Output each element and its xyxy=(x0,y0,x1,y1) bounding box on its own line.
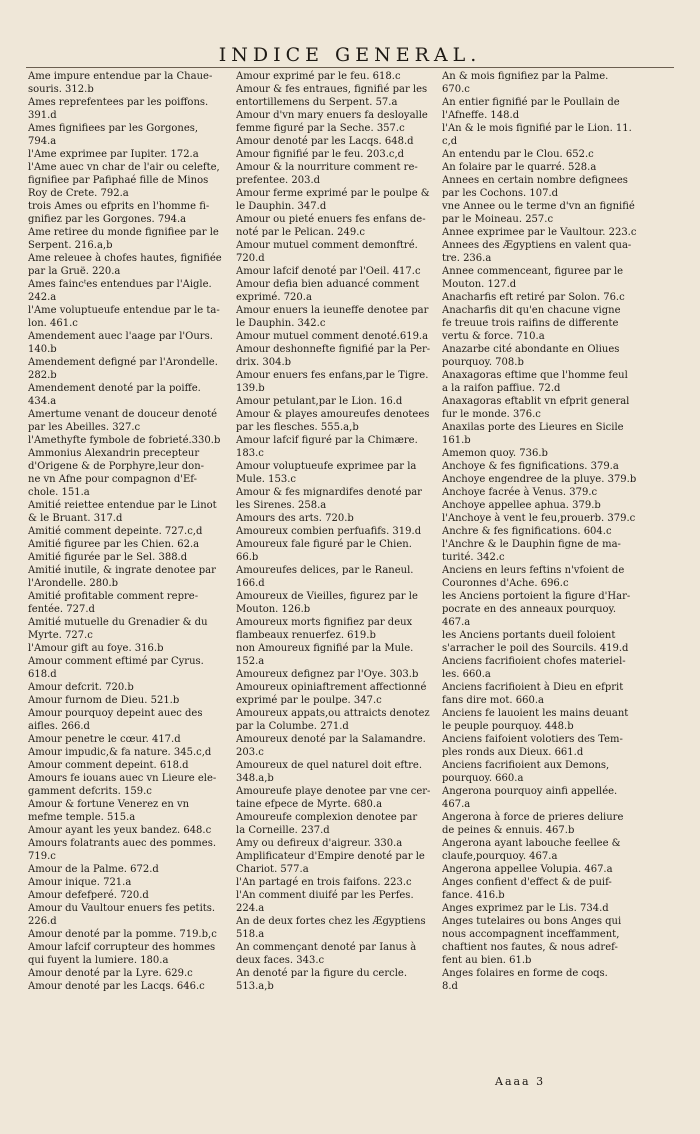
index-line: Amoureux de Vieilles, figurez par le xyxy=(236,591,418,602)
index-line: 670.c xyxy=(442,84,470,95)
index-line: aifles. 266.d xyxy=(28,721,90,732)
index-line: Amendement defigné par l'Arondelle. xyxy=(28,357,218,368)
index-line: 467.a xyxy=(442,799,471,810)
index-line: Ames reprefentees par les poiffons. xyxy=(28,97,209,108)
index-line: Anchre & fes fignifications. 604.c xyxy=(442,526,612,537)
index-line: Anaxagoras eftime que l'homme feul xyxy=(442,370,628,381)
index-line: c,d xyxy=(442,136,458,147)
index-line: Amours fe iouans auec vn Lieure ele- xyxy=(28,773,217,784)
index-line: 513.a,b xyxy=(236,981,274,992)
index-line: Amour penetre le cœur. 417.d xyxy=(28,734,181,745)
index-line: Ame impure entendue par la Chaue- xyxy=(28,71,213,82)
index-line: Amours folatrants auec des pommes. xyxy=(28,838,217,849)
index-line: ne vn Afne pour compagnon d'Ef- xyxy=(28,474,198,485)
index-line: Amitié profitable comment repre- xyxy=(28,591,199,602)
index-line: Anges folaires en forme de coqs. xyxy=(442,968,608,979)
index-line: Amour & fortune Venerez en vn xyxy=(28,799,190,810)
index-line: Amoureux combien perfuafifs. 319.d xyxy=(236,526,422,537)
index-line: Amoureufe playe denotee par vne cer- xyxy=(236,786,431,797)
index-line: Ame releuee à chofes hautes, fignifiée xyxy=(28,253,222,264)
index-line: Anges confient d'effect & de puif- xyxy=(442,877,612,888)
index-line: Amour voluptueufe exprimee par la xyxy=(236,461,417,472)
index-line: Amour petulant,par le Lion. 16.d xyxy=(236,396,403,407)
index-line: fignifiee par Pafiphaé fille de Minos xyxy=(28,175,209,186)
index-line: 161.b xyxy=(442,435,471,446)
index-line: drix. 304.b xyxy=(236,357,292,368)
index-line: Amoureux fale figuré par le Chien. xyxy=(236,539,412,550)
index-line: entortillemens du Serpent. 57.a xyxy=(236,97,398,108)
index-line: Anaxilas porte des Lieures en Sicile xyxy=(442,422,624,433)
index-line: Anazarbe cité abondante en Oliues xyxy=(442,344,620,355)
index-line: Amours des arts. 720.b xyxy=(236,513,354,524)
index-line: deux faces. 343.c xyxy=(236,955,325,966)
index-line: chaftient nos fautes, & nous adref- xyxy=(442,942,618,953)
index-line: le Dauphin. 342.c xyxy=(236,318,326,329)
index-line: Amendement denoté par la poiffe. xyxy=(28,383,201,394)
index-line: de peines & ennuis. 467.b xyxy=(442,825,575,836)
index-line: Amour denoté par la Lyre. 629.c xyxy=(28,968,193,979)
index-column-middle xyxy=(236,70,441,993)
index-line: 467.a xyxy=(442,617,471,628)
index-line: Angerona pourquoy ainfi appellée. xyxy=(442,786,618,797)
index-line: Annee exprimee par le Vaultour. 223.c xyxy=(442,227,637,238)
index-line: fance. 416.b xyxy=(442,890,505,901)
index-line: la Corneille. 237.d xyxy=(236,825,330,836)
index-line: 166.d xyxy=(236,578,265,589)
index-line: l'Amour gift au foye. 316.b xyxy=(28,643,164,654)
index-line: l'Anchre & le Dauphin figne de ma- xyxy=(442,539,621,550)
index-line: 618.d xyxy=(28,669,57,680)
index-line: Anacharfis eft retiré par Solon. 76.c xyxy=(442,292,625,303)
index-line: Amour denoté par la pomme. 719.b,c xyxy=(28,929,217,940)
index-line: l'Amethyfte fymbole de fobrieté.330.b xyxy=(28,435,221,446)
index-line: Annees en certain nombre defignees xyxy=(442,175,628,186)
index-line: Amy ou defireux d'aigreur. 330.a xyxy=(236,838,403,849)
index-line: Anchoye engendree de la pluye. 379.b xyxy=(442,474,637,485)
index-line: pourquoy. 660.a xyxy=(442,773,524,784)
index-line: Amour lafcif denoté par l'Oeil. 417.c xyxy=(236,266,421,277)
page-title: INDICE GENERAL. xyxy=(218,44,482,66)
index-line: Amour denoté par les Lacqs. 646.c xyxy=(28,981,205,992)
index-line: prefentee. 203.d xyxy=(236,175,321,186)
index-line: pocrate en des anneaux pourquoy. xyxy=(442,604,617,615)
index-line: Amour & la nourriture comment re- xyxy=(236,162,418,173)
index-line: Amour & playes amoureufes denotees xyxy=(236,409,430,420)
index-line: Myrte. 727.c xyxy=(28,630,93,641)
signature-mark: Aaaa 3 xyxy=(495,1075,546,1088)
index-line: qui fuyent la lumiere. 180.a xyxy=(28,955,169,966)
index-line: 226.d xyxy=(28,916,57,927)
index-line: Mouton. 126.b xyxy=(236,604,311,615)
index-line: Amour ferme exprimé par le poulpe & xyxy=(236,188,430,199)
index-line: Amoureufes delices, par le Raneul. xyxy=(236,565,414,576)
index-line: l'An & le mois fignifié par le Lion. 11. xyxy=(442,123,632,134)
index-line: fentée. 727.d xyxy=(28,604,95,615)
index-line: Amour enuers fes enfans,par le Tigre. xyxy=(236,370,429,381)
index-line: l'Ame exprimee par Iupiter. 172.a xyxy=(28,149,199,160)
index-line: souris. 312.b xyxy=(28,84,94,95)
index-line: Amour deshonnefte fignifié par la Per- xyxy=(236,344,431,355)
index-line: Amour mutuel comment denoté.619.a xyxy=(236,331,429,342)
index-line: exprimé par le poulpe. 347.c xyxy=(236,695,382,706)
index-line: 348.a,b xyxy=(236,773,274,784)
index-line: Anciens faifoient volotiers des Tem- xyxy=(442,734,623,745)
index-line: turité. 342.c xyxy=(442,552,505,563)
index-line: An & mois fignifiez par la Palme. xyxy=(442,71,609,82)
index-line: 139.b xyxy=(236,383,265,394)
index-line: Amour lafcif corrupteur des hommes xyxy=(28,942,216,953)
index-line: tre. 236.a xyxy=(442,253,492,264)
index-column-right xyxy=(442,70,647,993)
index-line: nous accompagnent inceffamment, xyxy=(442,929,620,940)
index-line: Amour du Vaultour enuers fes petits. xyxy=(28,903,216,914)
index-line: les Sirenes. 258.a xyxy=(236,500,327,511)
index-line: par la Gruë. 220.a xyxy=(28,266,121,277)
index-line: Amour furnom de Dieu. 521.b xyxy=(28,695,180,706)
index-line: Anciens facrifioient à Dieu en efprit xyxy=(442,682,624,693)
index-line: Amour exprimé par le feu. 618.c xyxy=(236,71,401,82)
index-line: Anciens facrifioient aux Demons, xyxy=(442,760,610,771)
index-line: 794.a xyxy=(28,136,57,147)
index-line: Amour enuers la ieuneffe denotee par xyxy=(236,305,429,316)
index-line: 434.a xyxy=(28,396,57,407)
index-line: Amoureux morts fignifiez par deux xyxy=(236,617,413,628)
index-line: Annees des Ægyptiens en valent qua- xyxy=(442,240,632,251)
index-line: Anaxagoras eftablit vn efprit general xyxy=(442,396,630,407)
index-line: Amitié figurée par le Sel. 388.d xyxy=(28,552,188,563)
index-line: femme figuré par la Seche. 357.c xyxy=(236,123,405,134)
index-line: 152.a xyxy=(236,656,265,667)
index-line: Amemon quoy. 736.b xyxy=(442,448,548,459)
index-line: l'Afneffe. 148.d xyxy=(442,110,520,121)
index-line: An de deux fortes chez les Ægyptiens xyxy=(236,916,426,927)
index-line: 8.d xyxy=(442,981,458,992)
index-line: par la Columbe. 271.d xyxy=(236,721,349,732)
index-line: Amitié reiettee entendue par le Linot xyxy=(28,500,217,511)
index-line: gnifiez par les Gorgones. 794.a xyxy=(28,214,187,225)
index-line: flambeaux renuerfez. 619.b xyxy=(236,630,376,641)
index-line: Anciens fe lauoient les mains deuant xyxy=(442,708,629,719)
index-line: Amoureux de quel naturel doit eftre. xyxy=(236,760,423,771)
index-line: Amoureux opiniaftrement affectionné xyxy=(236,682,427,693)
index-line: Angerona ayant labouche feellee & xyxy=(442,838,621,849)
index-line: An entendu par le Clou. 652.c xyxy=(442,149,594,160)
index-line: Amitié inutile, & ingrate denotee par xyxy=(28,565,216,576)
index-line: chole. 151.a xyxy=(28,487,90,498)
index-line: An entier fignifié par le Poullain de xyxy=(442,97,620,108)
index-line: Anchoye & fes fignifications. 379.a xyxy=(442,461,619,472)
index-line: le Dauphin. 347.d xyxy=(236,201,327,212)
index-line: non Amoureux fignifié par la Mule. xyxy=(236,643,414,654)
index-line: lon. 461.c xyxy=(28,318,78,329)
index-line: par le Moineau. 257.c xyxy=(442,214,554,225)
index-line: Anchoye appellee aphua. 379.b xyxy=(442,500,601,511)
index-line: Couronnes d'Ache. 696.c xyxy=(442,578,569,589)
index-line: Amour impudic,& fa nature. 345.c,d xyxy=(28,747,212,758)
index-line: Amoureux appats,ou attraicts denotez xyxy=(236,708,430,719)
index-line: le peuple pourquoy. 448.b xyxy=(442,721,574,732)
index-line: Amitié comment depeinte. 727.c,d xyxy=(28,526,203,537)
index-line: Anges exprimez par le Lis. 734.d xyxy=(442,903,609,914)
index-line: Amour pourquoy depeint auec des xyxy=(28,708,203,719)
index-line: Anacharfis dit qu'en chacune vigne xyxy=(442,305,621,316)
index-line: Anchoye facrée à Venus. 379.c xyxy=(442,487,598,498)
index-line: l'An partagé en trois faifons. 223.c xyxy=(236,877,412,888)
index-line: Amour de la Palme. 672.d xyxy=(28,864,159,875)
index-line: Amour ou pieté enuers fes enfans de- xyxy=(236,214,426,225)
index-line: An folaire par le quarré. 528.a xyxy=(442,162,597,173)
index-line: les. 660.a xyxy=(442,669,491,680)
index-line: noté par le Pelican. 249.c xyxy=(236,227,366,238)
index-line: d'Origene & de Porphyre,leur don- xyxy=(28,461,205,472)
index-line: Amour ayant les yeux bandez. 648.c xyxy=(28,825,212,836)
index-line: Amour defcrit. 720.b xyxy=(28,682,134,693)
index-line: 242.a xyxy=(28,292,57,303)
index-line: pourquoy. 708.b xyxy=(442,357,524,368)
index-line: Anciens en leurs feftins n'vfoient de xyxy=(442,565,625,576)
index-line: 140.b xyxy=(28,344,57,355)
index-line: taine efpece de Myrte. 680.a xyxy=(236,799,383,810)
index-line: Chariot. 577.a xyxy=(236,864,309,875)
index-line: Amplificateur d'Empire denoté par le xyxy=(236,851,425,862)
index-line: 224.a xyxy=(236,903,265,914)
index-line: Amour lafcif figuré par la Chimære. xyxy=(236,435,418,446)
index-line: Amour denoté par les Lacqs. 648.d xyxy=(236,136,414,147)
index-line: 719.c xyxy=(28,851,56,862)
index-line: fe treuue trois raifins de differente xyxy=(442,318,619,329)
index-line: Amour & fes entraues, fignifié par les xyxy=(236,84,428,95)
index-line: mefme temple. 515.a xyxy=(28,812,136,823)
index-line: Annee commenceant, figuree par le xyxy=(442,266,624,277)
index-line: Mouton. 127.d xyxy=(442,279,517,290)
index-line: Roy de Crete. 792.a xyxy=(28,188,129,199)
index-line: Amour mutuel comment demonftré. xyxy=(236,240,418,251)
index-line: Amour fignifié par le feu. 203.c,d xyxy=(236,149,405,160)
index-line: An commençant denoté par Ianus à xyxy=(236,942,417,953)
index-line: les Anciens portants dueil foloient xyxy=(442,630,616,641)
index-line: trois Ames ou efprits en l'homme fi- xyxy=(28,201,210,212)
index-line: Anges tutelaires ou bons Anges qui xyxy=(442,916,622,927)
index-line: Anciens facrifioient chofes materiel- xyxy=(442,656,626,667)
index-line: a la raifon paffiue. 72.d xyxy=(442,383,561,394)
index-line: gamment defcrits. 159.c xyxy=(28,786,152,797)
index-line: Angerona à force de prieres deliure xyxy=(442,812,624,823)
index-line: fans dire mot. 660.a xyxy=(442,695,544,706)
index-line: Ammonius Alexandrin precepteur xyxy=(28,448,200,459)
index-line: 66.b xyxy=(236,552,259,563)
index-line: Amitié mutuelle du Grenadier & du xyxy=(28,617,208,628)
index-line: Ames fignifiees par les Gorgones, xyxy=(28,123,199,134)
index-line: Ame retiree du monde fignifiee par le xyxy=(28,227,219,238)
index-line: Ames faincᵗes entendues par l'Aigle. xyxy=(28,279,212,290)
index-line: les Anciens portoient la figure d'Har- xyxy=(442,591,631,602)
index-line: claufe,pourquoy. 467.a xyxy=(442,851,558,862)
index-line: par les Cochons. 107.d xyxy=(442,188,559,199)
index-line: Mule. 153.c xyxy=(236,474,297,485)
index-line: l'Arondelle. 280.b xyxy=(28,578,119,589)
index-line: par les flesches. 555.a,b xyxy=(236,422,359,433)
index-line: Amour comment eftimé par Cyrus. xyxy=(28,656,204,667)
index-line: l'Ame auec vn char de l'air ou celefte, xyxy=(28,162,220,173)
index-line: Amitié figuree par les Chien. 62.a xyxy=(28,539,200,550)
index-line: fent au bien. 61.b xyxy=(442,955,532,966)
index-line: vne Annee ou le terme d'vn an fignifié xyxy=(442,201,635,212)
index-line: Angerona appellee Volupia. 467.a xyxy=(442,864,613,875)
index-line: l'An comment diuifé par les Perfes. xyxy=(236,890,414,901)
index-line: s'arracher le poil des Sourcils. 419.d xyxy=(442,643,629,654)
index-line: l'Anchoye à vent le feu,prouerb. 379.c xyxy=(442,513,636,524)
index-line: vertu & force. 710.a xyxy=(442,331,545,342)
index-line: Amour comment depeint. 618.d xyxy=(28,760,189,771)
index-line: par les Abeilles. 327.c xyxy=(28,422,141,433)
index-line: exprimé. 720.a xyxy=(236,292,312,303)
index-column-left xyxy=(28,70,233,993)
index-line: Amoureufe complexion denotee par xyxy=(236,812,418,823)
index-line: 203.c xyxy=(236,747,264,758)
header-rule xyxy=(26,67,674,68)
index-line: Amour & fes mignardifes denoté par xyxy=(236,487,422,498)
index-line: ples ronds aux Dieux. 661.d xyxy=(442,747,584,758)
index-line: 391.d xyxy=(28,110,57,121)
index-line: An denoté par la figure du cercle. xyxy=(236,968,408,979)
index-line: 518.a xyxy=(236,929,265,940)
index-line: 282.b xyxy=(28,370,57,381)
index-line: Amour defefperé. 720.d xyxy=(28,890,149,901)
index-line: Amour defia bien aduancé comment xyxy=(236,279,420,290)
index-line: 720.d xyxy=(236,253,265,264)
index-line: Amoureux defignez par l'Oye. 303.b xyxy=(236,669,419,680)
index-line: 183.c xyxy=(236,448,264,459)
index-line: Amour d'vn mary enuers fa desloyalle xyxy=(236,110,428,121)
index-line: Amoureux denoté par la Salamandre. xyxy=(236,734,426,745)
index-line: & le Bruant. 317.d xyxy=(28,513,123,524)
index-line: Amertume venant de douceur denoté xyxy=(28,409,218,420)
index-line: Serpent. 216.a,b xyxy=(28,240,113,251)
index-line: l'Ame voluptueufe entendue par le ta- xyxy=(28,305,220,316)
index-line: Amour inique. 721.a xyxy=(28,877,132,888)
index-line: Amendement auec l'aage par l'Ours. xyxy=(28,331,213,342)
index-line: fur le monde. 376.c xyxy=(442,409,541,420)
